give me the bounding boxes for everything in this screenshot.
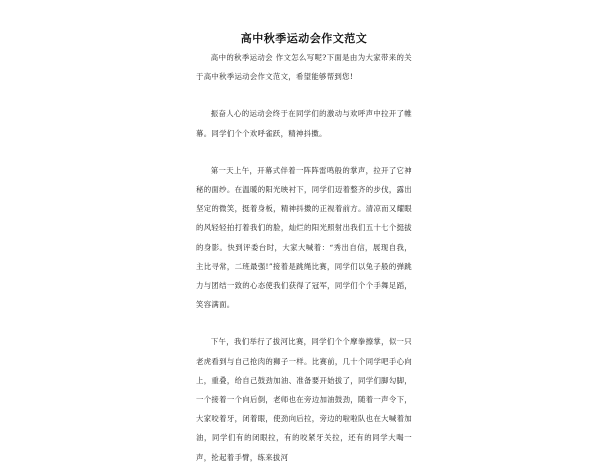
intro-paragraph: 高中的秋季运动会 作文怎么写呢?下面是由为大家带来的关于高中秋季运动会作文范文，希望能够帮到您!	[196, 53, 412, 82]
document-body	[196, 32, 412, 467]
morning-paragraph: 第一天上午，开幕式伴着一阵阵雷鸣般的掌声，拉开了它神秘的面纱。在温暖的阳光映衬下，同学们迈着整齐的步伐，露出坚定的微笑，挺着身板，精神抖擞的正视着前方。清凉而又耀眼的风轻轻拍打着我们的脸，灿烂的阳光照射出我们五十七个挺拔的身影。快到评委台时，大家大喊着：“秀出自信，展现自我，主比寻常，二班最强!”接着是跳绳比赛，同学们以兔子般的弹跳力与团结一致的心态使我们获得了冠军，同学们个个手舞足蹈，笑容满面。	[196, 165, 412, 310]
opening-paragraph: 振奋人心的运动会终于在同学们的激动与欢呼声中拉开了帷幕。同学们个个欢呼雀跃，精神抖擞。	[196, 109, 412, 138]
afternoon-paragraph: 下午，我们举行了拔河比赛，同学们个个摩拳擦掌，似一只老虎看到与自己抢肉的狮子一样。比赛前，几十个同学吧手心向上，重叠，给自己鼓劲加油、准备要开始拔了，同学们脚勾脚，一个接着一个向后倒，老师也在旁边加油鼓劲，随着一声令下，大家咬着牙，闭着眼，使劲向后拉，旁边的啦啦队也在大喊着加油，同学们有的闭眼拉，有的咬紧牙关拉，还有的同学大喝一声，抡起着手臂，练来拔河	[196, 337, 412, 462]
document-title: 高中秋季运动会作文范文	[240, 32, 368, 45]
